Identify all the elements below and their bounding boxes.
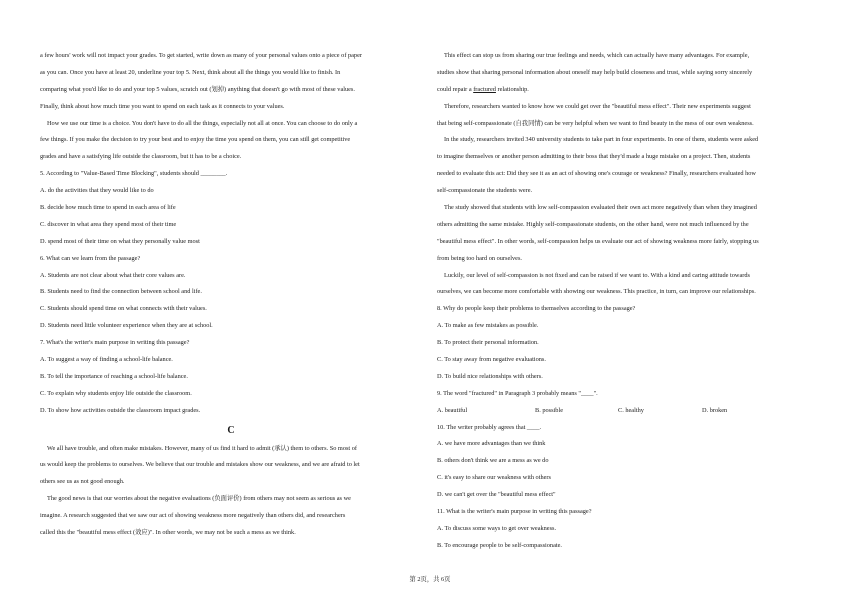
text-line: The study showed that students with low self-compassion evaluated their own act more negatively than when they imagined [444, 204, 757, 212]
text-line: The good news is that our worries about the negative evaluations (负面评价) from others may not seem as serious as we [47, 495, 351, 503]
text-line: grades and have a satisfying life outside the classroom, but it has to be a choice. [40, 153, 242, 161]
text-line: We all have trouble, and often make mistakes. However, many of us find it hard to admit (承认) them to others. So most of [47, 444, 357, 452]
section-heading: C [227, 424, 235, 436]
text-line: B. To encourage people to be self-compassionate. [437, 541, 562, 549]
text-line: B. decide how much time to spend in each area of life [40, 204, 176, 212]
left-column [40, 48, 422, 542]
page-footer: 第 2页，共 6页 [409, 576, 451, 583]
text-line: comparing what you'd like to do and your top 5 values, scratch out (划掉) anything that doesn't go with most of these values. [40, 85, 355, 93]
text-line: 9. The word "fractured" in Paragraph 3 probably means "____". [437, 389, 598, 397]
text-line: 8. Why do people keep their problems to themselves according to the passage? [437, 305, 636, 313]
fractured-word: fractured [473, 85, 496, 93]
text-line: A. Students are not clear about what their core values are. [40, 271, 186, 279]
text-line: A. To make as few mistakes as possible. [437, 322, 539, 330]
text-line: This effect can stop us from sharing our true feelings and needs, which can actually have many advantages. For example, [444, 52, 750, 59]
text-line: from being too hard on ourselves. [437, 254, 522, 262]
text-line: C. it's easy to share our weakness with others [437, 474, 551, 482]
text-line: 6. What can we learn from the passage? [40, 254, 141, 262]
text-line: B. Students need to find the connection between school and life. [40, 288, 202, 296]
text-line: that being self-compassionate (自我同情) can be very helpful when we want to find beauty in the mess of our own weakness. [437, 119, 754, 127]
text-line: A. we have more advantages than we think [437, 440, 546, 448]
text-line: B. To protect their personal information. [437, 339, 539, 347]
text-line: D. Students need little volunteer experience when they are at school. [40, 322, 213, 330]
text-line: B. others don't think we are a mess as we do [437, 457, 549, 465]
text-line: 7. What's the writer's main purpose in writing this passage? [40, 339, 190, 347]
text-line: a few hours' work will not impact your grades. To get started, write down as many of your personal values onto a piece of paper [40, 52, 362, 59]
text-line: self-compassionate the students were. [437, 187, 533, 195]
fractured-line-after: relationship. [495, 85, 529, 93]
text-line: Luckily, our level of self-compassion is not fixed and can be raised if we want to. With a kind and caring attitude towards [444, 271, 750, 279]
questions-block [437, 420, 820, 555]
text-line: C. To explain why students enjoy life outside the classroom. [40, 389, 192, 397]
text-line: ourselves, we can become more comfortable with showing our weakness. This practice, in turn, can improve our relationships. [437, 288, 756, 296]
text-line: 10. The writer probably agrees that ____. [437, 423, 542, 431]
text-line: C. To stay away from negative evaluations. [437, 356, 546, 364]
text-line: D. To show how activities outside the classroom impact grades. [40, 406, 201, 414]
text-line: How we use our time is a choice. You don't have to do all the things, especially not all at once. You can choose to do only a [47, 119, 358, 127]
text-line: D. we can't get over the "beautiful mess effect" [437, 491, 556, 499]
fractured-line [437, 82, 820, 99]
q9-option-b: B. possible [535, 406, 563, 414]
text-line: C. discover in what area they spend most of their time [40, 220, 177, 228]
text-line: us would keep the problems to ourselves. We believe that our trouble and mistakes show our weakness, and we are afraid to let [40, 461, 360, 469]
text-line: 11. What is the writer's main purpose in writing this passage? [437, 508, 592, 516]
passage-c-paragraphs [437, 99, 820, 403]
text-line: D. spend most of their time on what they personally value most [40, 237, 200, 245]
text-line: 5. According to "Value-Based Time Blocking", students should ________. [40, 170, 228, 178]
text-line: few things. If you make the decision to try your best and to enjoy the time you spend on them, you can still get competitive [40, 136, 351, 144]
text-line: as you can. Once you have at least 20, underline your top 5. Next, think about all the things you would like to finish. In [40, 68, 341, 76]
text-line: to imagine themselves or another person admitting to their boss that they'd made a huge mistake on a project. Then, students [437, 153, 751, 161]
text-line: needed to evaluate this act: Did they see it as an act of showing one's courage or weakness? Finally, researchers evaluated how [437, 170, 756, 178]
text-line: others admitting the same mistake. Highly self-compassionate students, on the other hand, were not much influenced by the [437, 220, 749, 228]
text-line: Finally, think about how much time you want to spend on each task as it connects to your values. [40, 102, 285, 110]
text-line: D. To build nice relationships with others. [437, 372, 543, 380]
right-column [437, 48, 820, 555]
q9-option-c: C. healthy [618, 406, 644, 414]
fractured-line-before: could repair a [437, 85, 474, 93]
text-line: B. To tell the importance of reaching a school-life balance. [40, 372, 188, 380]
left-text-block [40, 48, 422, 420]
passage-c-continued [437, 48, 820, 82]
passage-c-text-block [40, 441, 422, 542]
text-line: "beautiful mess effect". In other words, self-compassion helps us evaluate our act of showing weakness more fairly, stopping us [437, 237, 759, 245]
text-line: C. Students should spend time on what connects with their values. [40, 305, 207, 313]
text-line: others see us as not good enough. [40, 478, 125, 486]
text-line: called this the "beautiful mess effect (效应)". In other words, we may not be such a mess as we think. [40, 529, 296, 537]
q9-option-a: A. beautiful [437, 406, 468, 414]
text-line: A. do the activities that they would like to do [40, 187, 154, 195]
text-line: In the study, researchers invited 340 university students to take part in four experiments. In one of them, students were asked [444, 136, 759, 144]
text-line: A. To suggest a way of finding a school-life balance. [40, 356, 173, 364]
text-line: studies show that sharing personal information about oneself may help build closeness and trust, while saying sorry sincerely [437, 68, 753, 76]
text-line: A. To discuss some ways to get over weakness. [437, 524, 557, 532]
q9-option-d: D. broken [702, 406, 728, 414]
text-line: Therefore, researchers wanted to know how we could get over the "beautiful mess effect". Their new experiments suggest [444, 102, 751, 110]
text-line: imagine. A research suggested that we saw our act of showing weakness more negatively than others did, and researchers [40, 512, 346, 520]
q9-options [437, 403, 820, 420]
